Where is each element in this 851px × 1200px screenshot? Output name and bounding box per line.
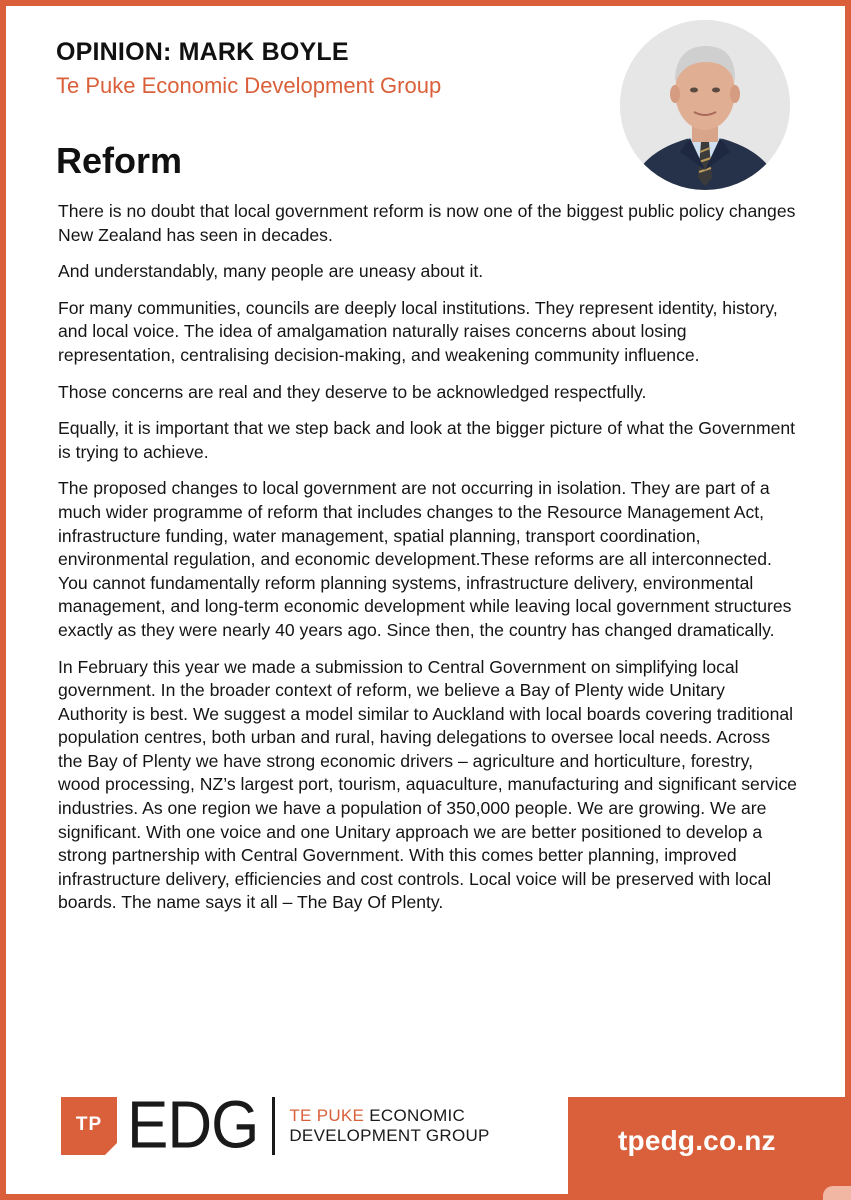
corner-mark [823, 1186, 851, 1200]
header [56, 36, 616, 100]
paragraph: For many communities, councils are deeply local institutions. They represent identity, history, and local voice. The idea of amalgamation naturally raises concerns about losing representation, centralising decision-making, and weakening community influence. [58, 297, 778, 365]
organisation-name: Te Puke Economic Development Group [56, 73, 442, 98]
edg-wordmark: EDG [127, 1088, 259, 1163]
tpedg-logo [61, 1088, 490, 1163]
logo-line-1-rest: ECONOMIC [364, 1106, 466, 1125]
opinion-kicker: OPINION: MARK BOYLE [56, 38, 349, 66]
logo-line-1 [289, 1106, 489, 1126]
paragraph: In February this year we made a submission to Central Government on simplifying local government. In the broader context of reform, we believe a Bay of Plenty wide Unitary Authority is best. We suggest a model similar to Auckland with local boards covering traditional population centres, both urban and rural, having delegations to oversee local needs. Across the Bay of Plenty we have strong economic drivers – agriculture and horticulture, forestry, wood processing, NZ’s largest port, tourism, aquaculture, manufacturing and significant service industries. As one region we have a population of 350,000 people. We are growing. We are significant. With one voice and one Unitary approach we are better positioned to develop a strong partnership with Central Government. With this comes better planning, improved infrastructure delivery, efficiencies and cost controls. Local voice will be preserved with local boards. The name says it all – The Bay Of Plenty. [58, 656, 797, 913]
logo-divider [272, 1097, 275, 1155]
tp-badge-text: TP [75, 1114, 103, 1135]
logo-line-1-accent: TE PUKE [289, 1106, 365, 1125]
author-portrait [620, 20, 790, 190]
article-title: Reform [56, 140, 183, 181]
article-body [58, 200, 798, 928]
portrait-photo [620, 20, 790, 190]
paragraph: And understandably, many people are uneasy about it. [58, 261, 484, 282]
paragraph: Equally, it is important that we step back and look at the bigger picture of what the Government is trying to achieve. [58, 418, 796, 462]
paragraph: The proposed changes to local government are not occurring in isolation. They are part of a much wider programme of reform that includes changes to the Resource Management Act, infrastructure funding, water management, spatial planning, transport coordination, environmental regulation, and economic development.These reforms are all interconnected. You cannot fundamentally reform planning systems, infrastructure delivery, environmental management, and long-term economic development while leaving local government structures exactly as they were nearly 40 years ago. Since then, the country has changed dramatically. [58, 478, 792, 640]
logo-words [289, 1106, 489, 1146]
paragraph: There is no doubt that local government reform is now one of the biggest public policy changes New Zealand has seen in decades. [58, 201, 796, 245]
logo-line-2: DEVELOPMENT GROUP [289, 1126, 490, 1145]
website-url[interactable]: tpedg.co.nz [618, 1125, 776, 1156]
paragraph: Those concerns are real and they deserve to be acknowledged respectfully. [58, 381, 647, 402]
tp-badge [61, 1097, 117, 1155]
